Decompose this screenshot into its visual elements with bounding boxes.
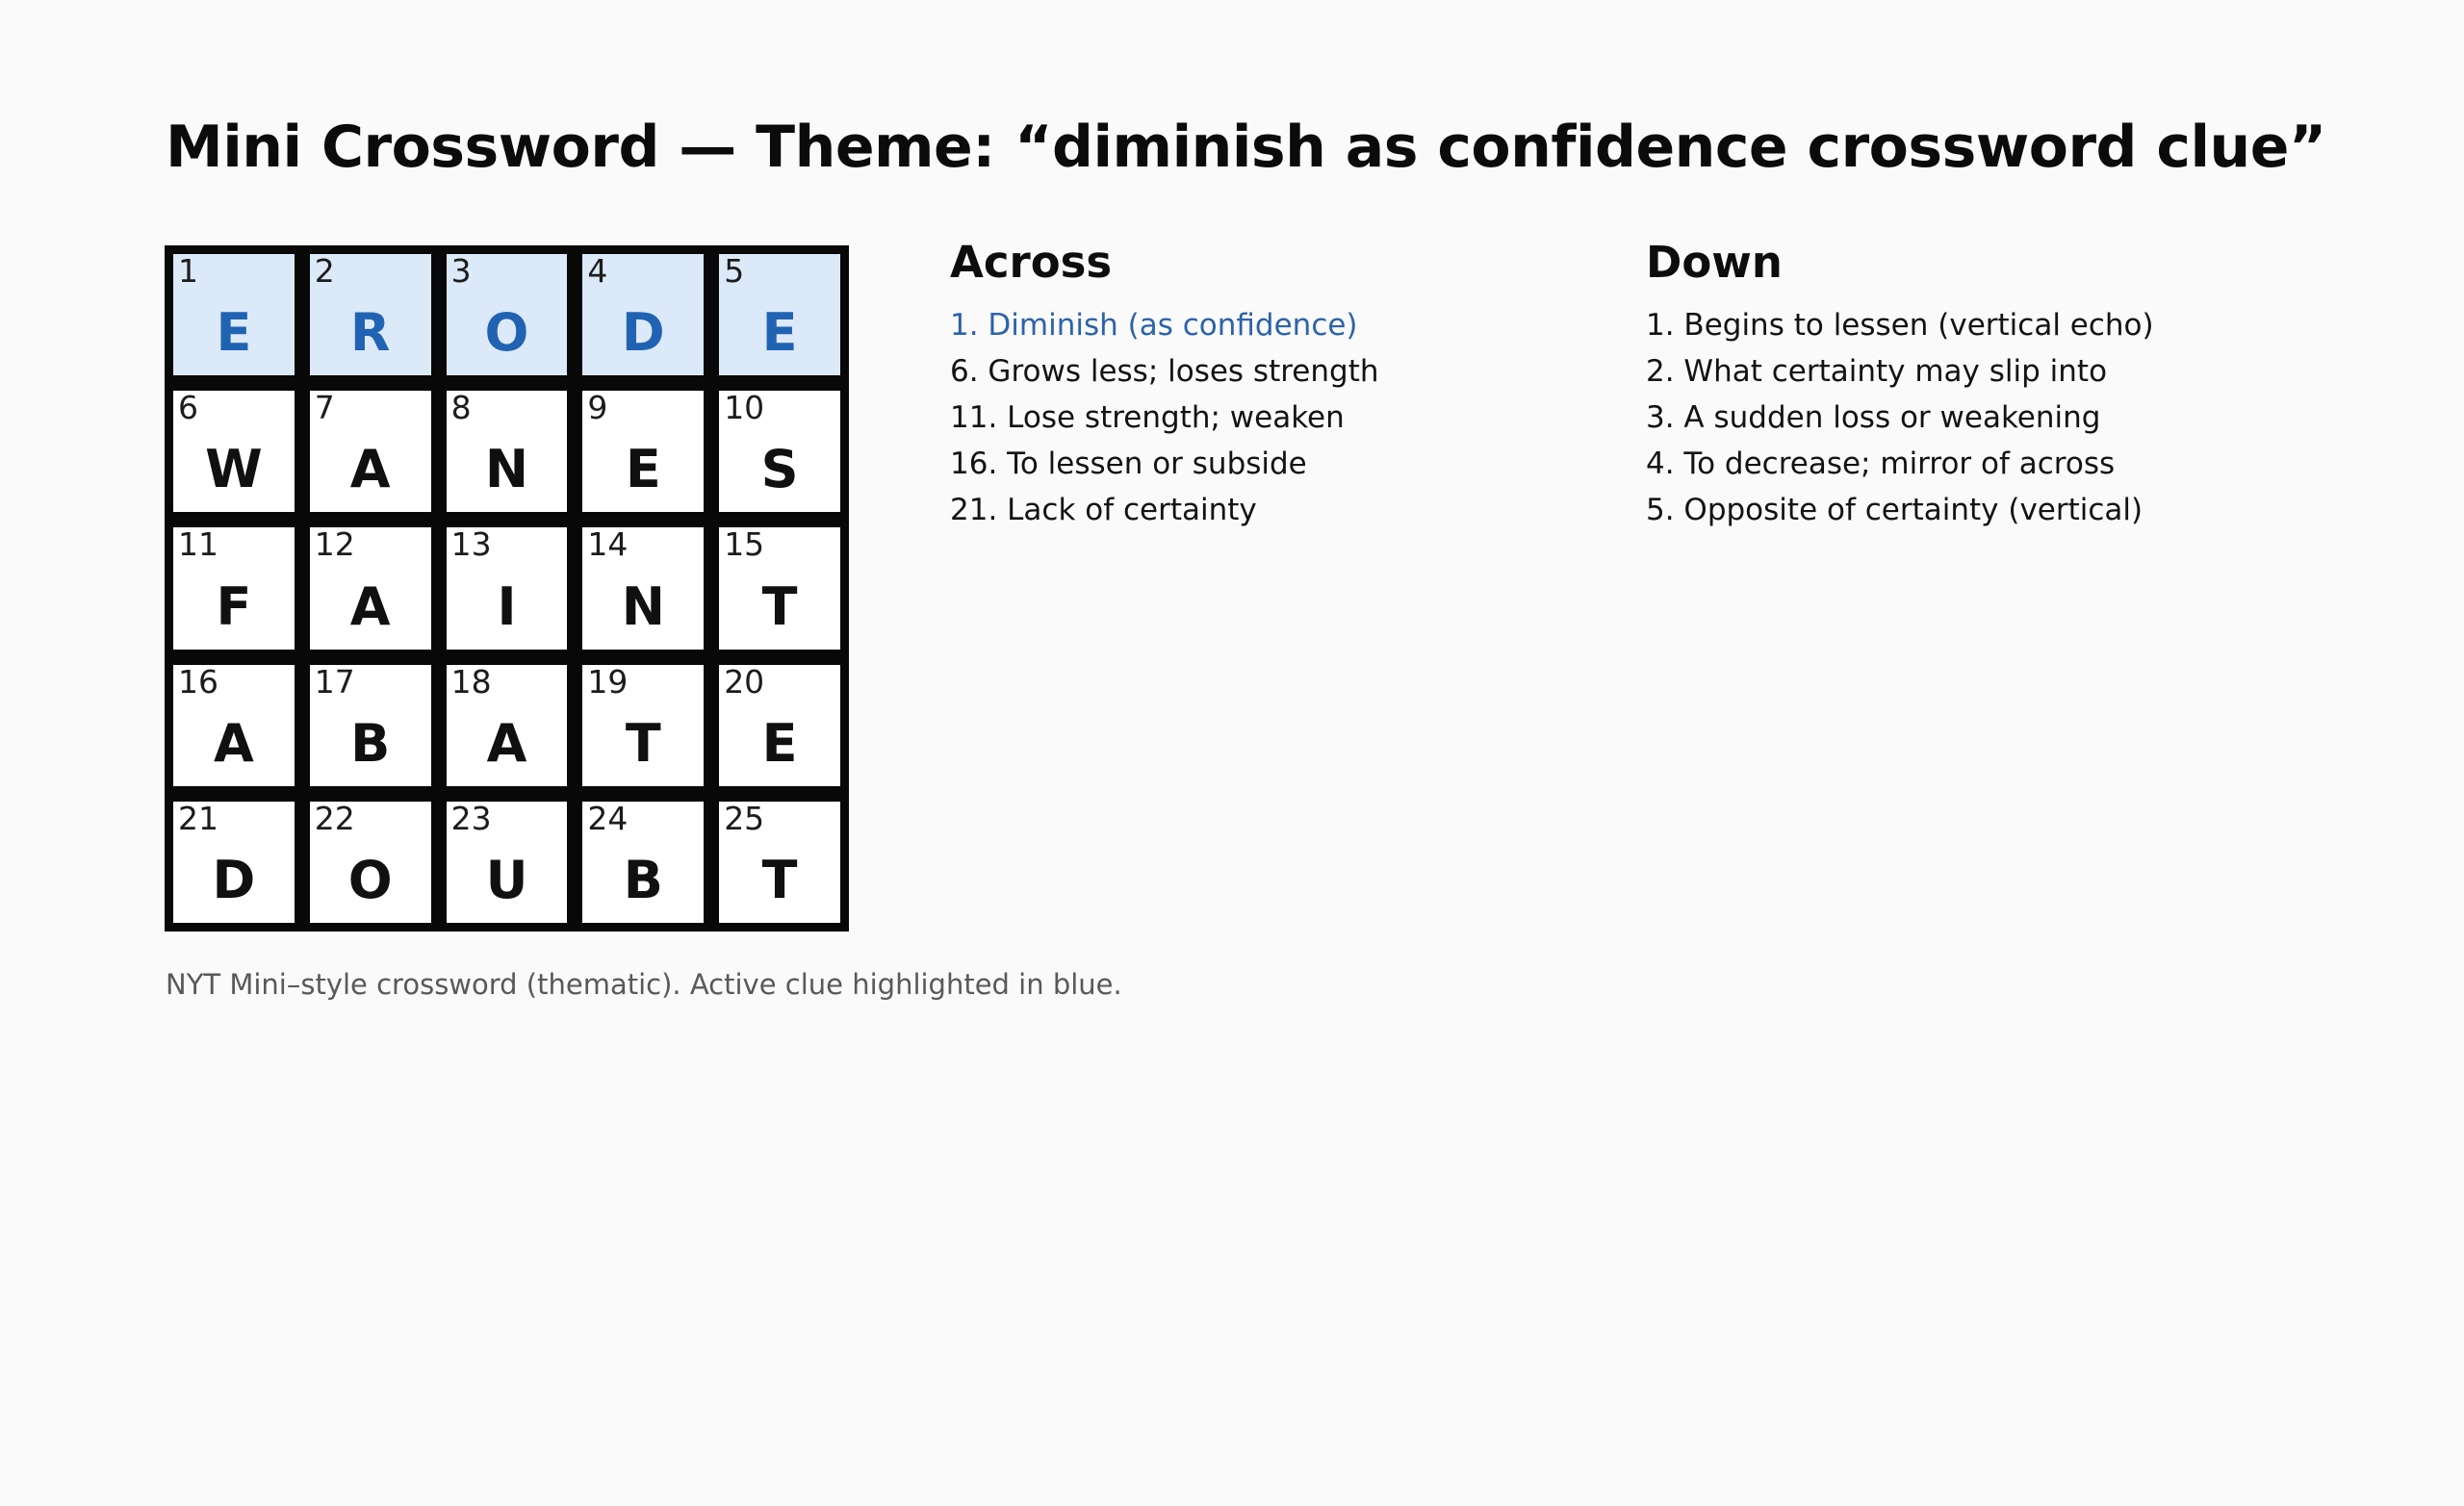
cell-number: 23 <box>450 799 492 837</box>
cell-letter: E <box>761 302 798 364</box>
cell-letter: A <box>349 439 391 500</box>
cell-number: 16 <box>178 662 218 701</box>
footer-caption: NYT Mini–style crossword (thematic). Active clue highlighted in blue. <box>166 968 1122 1001</box>
grid-cell-12[interactable] <box>310 527 431 649</box>
grid-cell-23[interactable] <box>447 799 568 923</box>
crossword-grid <box>165 245 849 932</box>
cell-number: 4 <box>587 252 608 290</box>
cell-number: 7 <box>314 389 335 427</box>
cell-number: 13 <box>450 525 492 564</box>
grid-cell-4[interactable] <box>582 254 704 375</box>
cell-letter: E <box>625 439 661 500</box>
cell-letter: A <box>214 712 254 774</box>
down-clue-2[interactable]: 2. What certainty may slip into <box>1646 354 2108 389</box>
grid-cell-14[interactable] <box>582 527 704 649</box>
cell-number: 15 <box>724 525 765 564</box>
cell-letter: B <box>350 712 391 774</box>
down-clue-5[interactable]: 5. Opposite of certainty (vertical) <box>1646 493 2143 527</box>
down-heading: Down <box>1646 237 1783 288</box>
across-clue-16[interactable]: 16. To lessen or subside <box>950 447 1307 481</box>
cell-letter: N <box>621 575 665 637</box>
grid-cell-25[interactable] <box>719 799 840 923</box>
across-clue-1[interactable]: 1. Diminish (as confidence) <box>950 308 1358 343</box>
down-clue-list <box>1646 302 2154 533</box>
grid-cell-24[interactable] <box>582 799 704 923</box>
cell-letter: U <box>485 849 528 910</box>
across-clue-11[interactable]: 11. Lose strength; weaken <box>950 400 1345 435</box>
cell-letter: T <box>761 575 798 637</box>
cell-number: 1 <box>178 252 198 290</box>
grid-cell-20[interactable] <box>719 662 840 786</box>
grid-cell-15[interactable] <box>719 527 840 649</box>
cell-number: 5 <box>724 252 745 290</box>
across-clues-section <box>950 237 1379 533</box>
grid-cell-22[interactable] <box>310 799 431 923</box>
grid-cell-5[interactable] <box>719 254 840 375</box>
cell-letter: N <box>484 439 529 500</box>
down-clue-1[interactable]: 1. Begins to lessen (vertical echo) <box>1646 308 2154 343</box>
grid-cell-21[interactable] <box>173 799 295 923</box>
grid-cell-7[interactable] <box>310 391 431 512</box>
cell-letter: F <box>216 575 252 637</box>
cell-number: 17 <box>314 662 355 701</box>
grid-cell-18[interactable] <box>447 662 568 786</box>
cell-number: 10 <box>724 389 765 427</box>
cell-number: 14 <box>587 525 629 564</box>
page-title: Mini Crossword — Theme: “diminish as confidence crossword clue” <box>166 114 2326 182</box>
cell-letter: D <box>212 849 256 910</box>
cell-letter: T <box>761 849 798 910</box>
cell-letter: O <box>484 302 529 364</box>
cell-number: 8 <box>450 389 472 427</box>
cell-number: 2 <box>314 252 335 290</box>
cell-letter: T <box>625 712 661 774</box>
grid-cell-8[interactable] <box>447 391 568 512</box>
grid-cell-9[interactable] <box>582 391 704 512</box>
grid-cell-19[interactable] <box>582 662 704 786</box>
cell-letter: R <box>349 302 391 364</box>
cell-letter: E <box>761 712 798 774</box>
grid-cell-11[interactable] <box>173 527 295 649</box>
cell-letter: D <box>621 302 665 364</box>
cell-number: 3 <box>450 252 472 290</box>
grid-cell-17[interactable] <box>310 662 431 786</box>
grid-cell-10[interactable] <box>719 391 840 512</box>
cell-number: 22 <box>314 799 355 837</box>
cell-letter: E <box>216 302 252 364</box>
cell-number: 24 <box>587 799 629 837</box>
cell-letter: S <box>760 439 799 500</box>
across-clue-21[interactable]: 21. Lack of certainty <box>950 493 1257 527</box>
cell-letter: A <box>486 712 527 774</box>
cell-letter: A <box>349 575 391 637</box>
cell-number: 12 <box>314 525 355 564</box>
cell-number: 20 <box>724 662 765 701</box>
grid-cell-13[interactable] <box>447 527 568 649</box>
across-heading: Across <box>950 237 1113 288</box>
grid-cell-16[interactable] <box>173 662 295 786</box>
cell-number: 25 <box>724 799 765 837</box>
grid-cell-6[interactable] <box>173 391 295 512</box>
cell-number: 9 <box>587 389 608 427</box>
down-clue-4[interactable]: 4. To decrease; mirror of across <box>1646 447 2116 481</box>
across-clue-6[interactable]: 6. Grows less; loses strength <box>950 354 1379 389</box>
grid-cell-3[interactable] <box>447 254 568 375</box>
grid-cell-2[interactable] <box>310 254 431 375</box>
cell-number: 21 <box>178 799 218 837</box>
cell-number: 18 <box>450 662 492 701</box>
cell-letter: I <box>497 575 517 637</box>
cell-number: 6 <box>178 389 198 427</box>
cell-letter: O <box>347 849 393 910</box>
down-clues-section <box>1646 237 2154 533</box>
grid-cell-1[interactable] <box>173 254 295 375</box>
across-clue-list <box>950 302 1379 533</box>
cell-letter: W <box>205 439 263 500</box>
cell-number: 11 <box>178 525 218 564</box>
down-clue-3[interactable]: 3. A sudden loss or weakening <box>1646 400 2101 435</box>
cell-letter: B <box>623 849 663 910</box>
cell-number: 19 <box>587 662 629 701</box>
